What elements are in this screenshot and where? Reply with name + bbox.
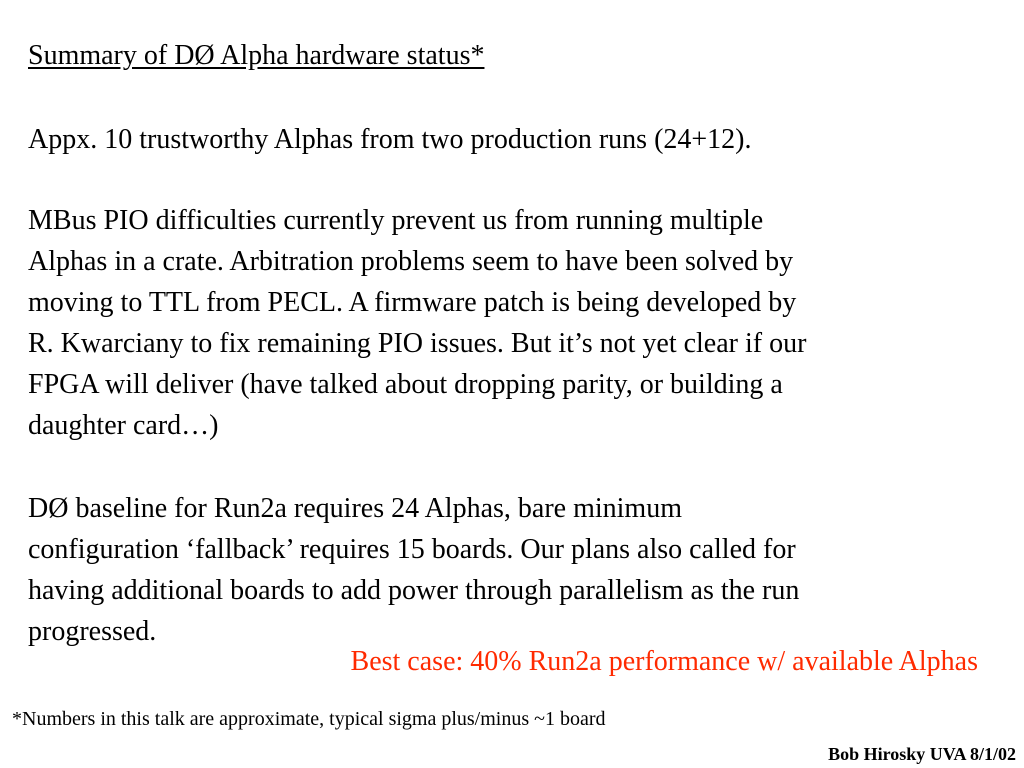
text-line: DØ baseline for Run2a requires 24 Alphas, bare minimum <box>28 493 682 524</box>
best-case-highlight: Best case: 40% Run2a performance w/ available Alphas <box>350 646 978 677</box>
text-line: MBus PIO difficulties currently prevent us from running multiple <box>28 205 764 236</box>
text-line: daughter card…) <box>28 410 219 441</box>
text-line: having additional boards to add power through parallelism as the run <box>28 575 800 606</box>
paragraph-alpha-count: Appx. 10 trustworthy Alphas from two production runs (24+12). <box>28 124 752 155</box>
text-line: R. Kwarciany to fix remaining PIO issues. But it’s not yet clear if our <box>28 328 807 359</box>
text-line: progressed. <box>28 616 157 647</box>
text-line: moving to TTL from PECL. A firmware patch is being developed by <box>28 287 797 318</box>
slide-title: Summary of DØ Alpha hardware status* <box>28 40 485 71</box>
footnote: *Numbers in this talk are approximate, typical sigma plus/minus ~1 board <box>12 708 606 730</box>
text-line: FPGA will deliver (have talked about dropping parity, or building a <box>28 369 783 400</box>
text-line: configuration ‘fallback’ requires 15 boards. Our plans also called for <box>28 534 796 565</box>
author-credit: Bob Hirosky UVA 8/1/02 <box>828 744 1016 764</box>
paragraph-mbus-pio <box>28 200 998 446</box>
text-line: Alphas in a crate. Arbitration problems seem to have been solved by <box>28 246 794 277</box>
paragraph-baseline <box>28 488 998 652</box>
